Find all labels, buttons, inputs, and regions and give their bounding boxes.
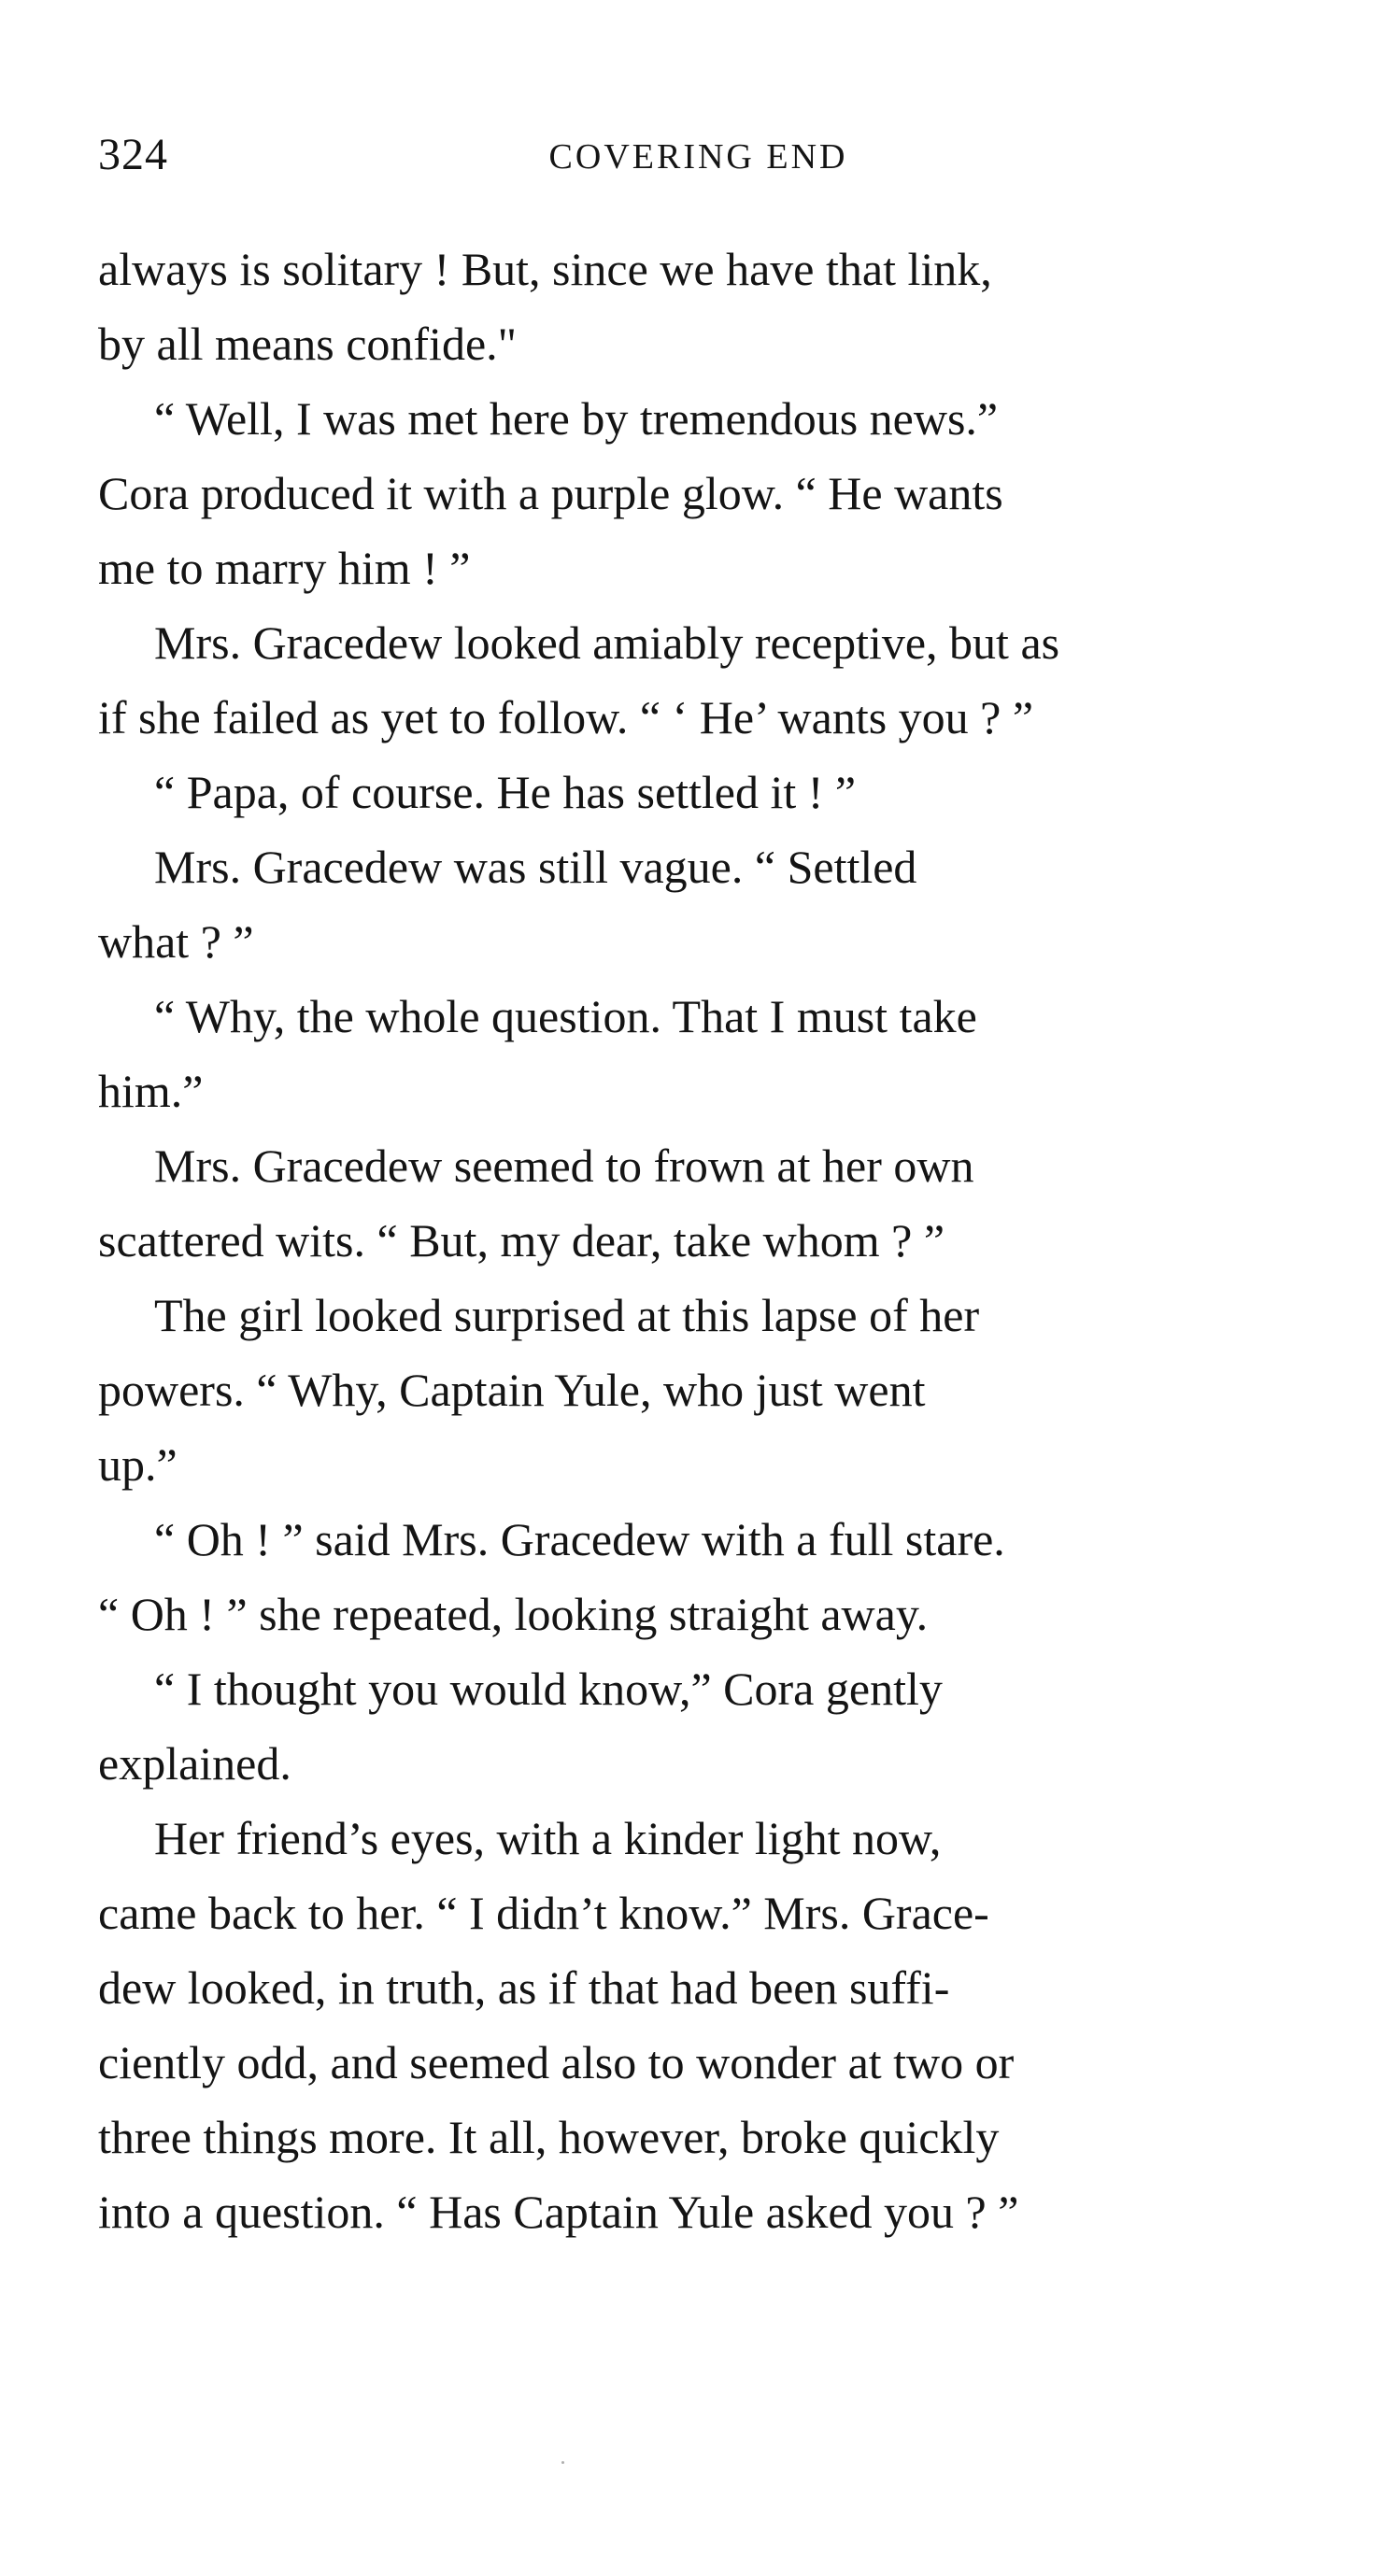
paragraph: The girl looked surprised at this lapse of her powers. “ Why, Captain Yule, who just went up.” <box>98 1289 980 1491</box>
paragraph: always is solitary ! But, since we have that link, by all means confide." <box>98 243 992 370</box>
paragraph: Mrs. Gracedew seemed to frown at her own scattered wits. “ But, my dear, take whom ? ” <box>98 1139 974 1267</box>
page-header <box>98 127 1280 183</box>
page-number: 324 <box>98 130 168 179</box>
paragraph: “ Why, the whole question. That I must take him.” <box>98 990 977 1117</box>
running-head: COVERING END <box>548 137 848 177</box>
paragraph: Mrs. Gracedew looked amiably receptive, but as if she failed as yet to follow. “ ‘ He’ wants you ? ” <box>98 616 1060 743</box>
paragraph: Her friend’s eyes, with a kinder light now, came back to her. “ I didn’t know.” Mrs. Grace- dew looked, in truth, as if that had been suffi- ciently odd, and seemed also to wonder at two or three things more. It all, however, broke quickly into a question. “ Has Captain Yule asked you ? ” <box>98 1812 1019 2238</box>
paragraph: Mrs. Gracedew was still vague. “ Settled what ? ” <box>98 841 917 968</box>
body-text <box>98 232 1280 2249</box>
paper-speck <box>561 2461 564 2464</box>
paragraph: “ Oh ! ” said Mrs. Gracedew with a full stare. “ Oh ! ” she repeated, looking straight away. <box>98 1513 1005 1640</box>
paragraph: “ Papa, of course. He has settled it ! ” <box>154 766 857 818</box>
paragraph: “ I thought you would know,” Cora gently explained. <box>98 1663 943 1790</box>
paragraph: “ Well, I was met here by tremendous news.” Cora produced it with a purple glow. “ He wants me to marry him ! ” <box>98 392 1003 594</box>
